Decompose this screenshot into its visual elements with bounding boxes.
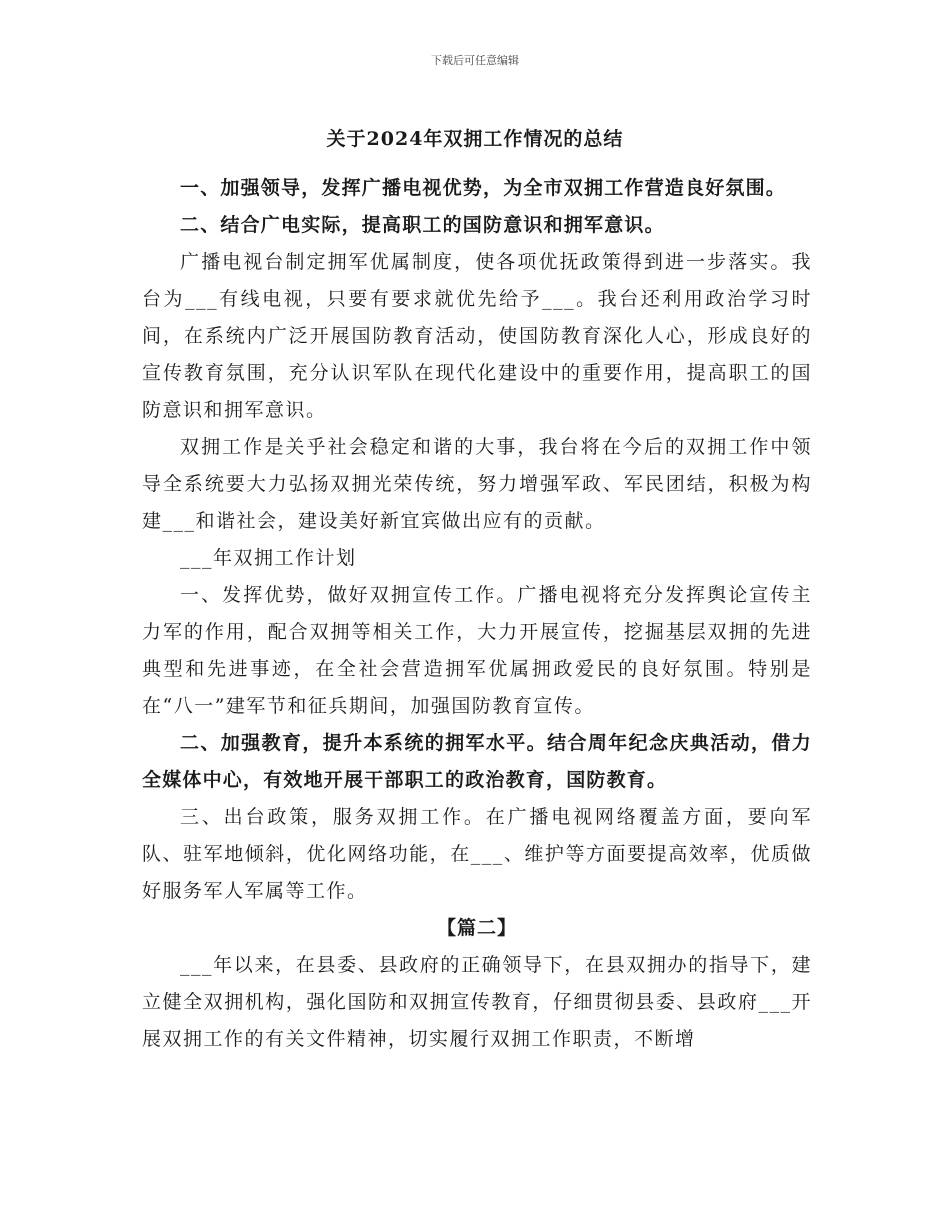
paragraph-plan-item-1: 一、发挥优势，做好双拥宣传工作。广播电视将充分发挥舆论宣传主力军的作用，配合双拥等相关工作，大力开展宣传，挖掘基层双拥的先进典型和先进事迹，在全社会营造拥军优属拥政爱民的良好氛围。特别是在“八一”建军节和征兵期间，加强国防教育宣传。 [142, 584, 812, 717]
header-note: 下载后可任意编辑 [431, 54, 519, 67]
document-title: 关于2024年双拥工作情况的总结 [326, 128, 624, 150]
paragraph-plan-item-3: 三、出台政策，服务双拥工作。在广播电视网络覆盖方面，要向军队、驻军地倾斜，优化网络功能，在___、维护等方面要提高效率，优质做好服务军人军属等工作。 [142, 806, 812, 902]
paragraph-support-policy: 广播电视台制定拥军优属制度，使各项优抚政策得到进一步落实。我台为___有线电视，只要有要求就优先给予___。我台还利用政治学习时间，在系统内广泛开展国防教育活动，使国防教育深化人心，形成良好的宣传教育氛围，充分认识军队在现代化建设中的重要作用，提高职工的国防意识和拥军意识。 [142, 251, 812, 421]
document-body [142, 170, 812, 1058]
paragraph-plan-title: ___年双拥工作计划 [180, 547, 357, 569]
heading-2-national-defense-awareness: 二、结合广电实际，提高职工的国防意识和拥军意识。 [180, 214, 665, 236]
paragraph-plan-item-2: 二、加强教育，提升本系统的拥军水平。结合周年纪念庆典活动，借力全媒体中心，有效地开展干部职工的政治教育，国防教育。 [142, 732, 812, 791]
heading-1-strengthen-leadership: 一、加强领导，发挥广播电视优势，为全市双拥工作营造良好氛围。 [180, 177, 787, 199]
section-two-heading: 【篇二】 [436, 917, 517, 939]
section-two-paragraph: ___年以来，在县委、县政府的正确领导下，在县双拥办的指导下，建立健全双拥机构，强化国防和双拥宣传教育，仔细贯彻县委、县政府___开展双拥工作的有关文件精神，切实履行双拥工作职责，不断增 [142, 954, 812, 1050]
paragraph-future-work: 双拥工作是关乎社会稳定和谐的大事，我台将在今后的双拥工作中领导全系统要大力弘扬双拥光荣传统，努力增强军政、军民团结，积极为构建___和谐社会，建设美好新宜宾做出应有的贡献。 [142, 436, 812, 532]
